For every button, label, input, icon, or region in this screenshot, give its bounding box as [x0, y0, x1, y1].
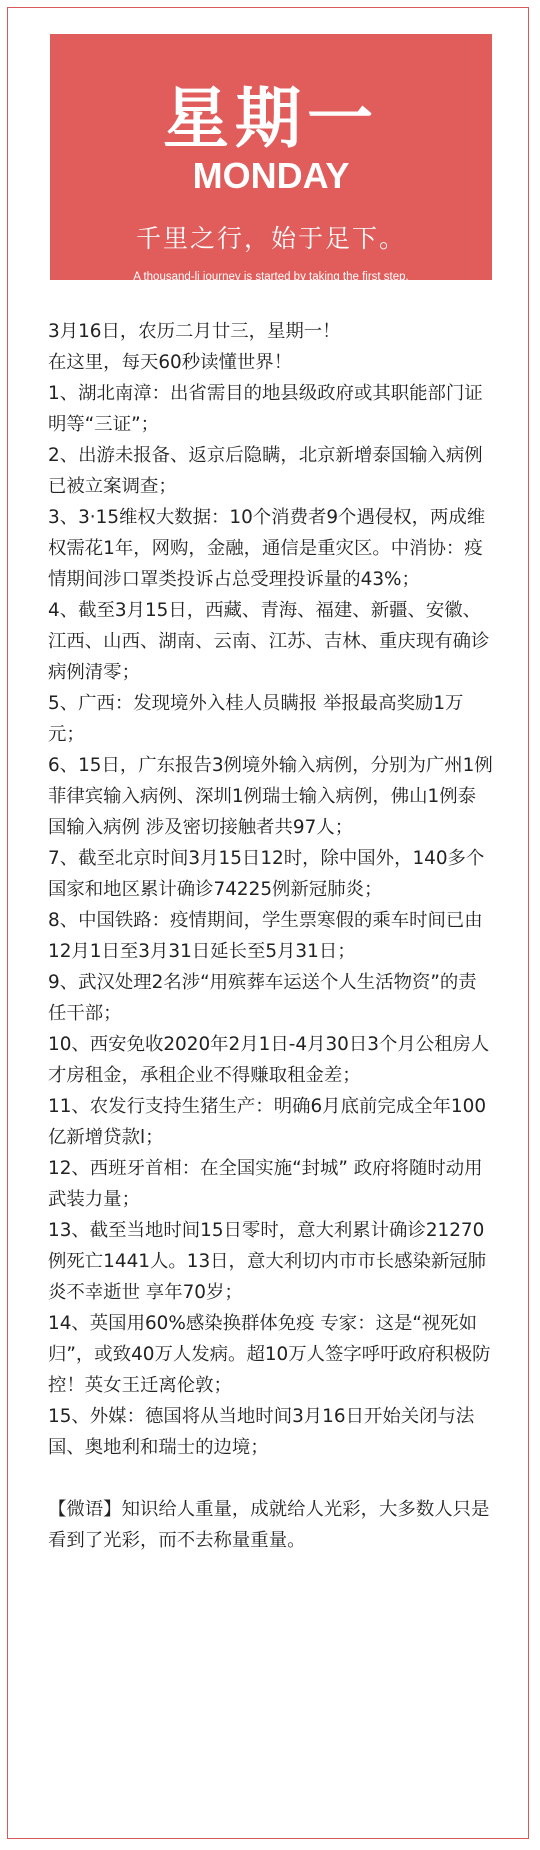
day-banner [50, 34, 492, 283]
news-item: 5、广西：发现境外入桂人员瞒报 举报最高奖励1万元； [48, 693, 464, 745]
motto-en: A thousand-li journey is started by taking the first step. [133, 271, 409, 283]
weekday-title-en: MONDAY [192, 155, 350, 196]
news-item: 9、武汉处理2名涉“用殡葬车运送个人生活物资”的责任干部； [48, 972, 477, 1024]
news-item: 13、截至当地时间15日零时，意大利累计确诊21270例死亡1441人。13日，意大利切内市市长感染新冠肺炎不幸逝世 享年70岁； [48, 1220, 487, 1303]
news-item: 8、中国铁路：疫情期间，学生票寒假的乘车时间已由12月1日至3月31日延长至5月31日； [48, 910, 483, 962]
news-item: 10、西安免收2020年2月1日-4月30日3个月公租房人才房租金，承租企业不得赚取租金差； [48, 1034, 490, 1086]
news-item: 12、西班牙首相：在全国实施“封城” 政府将随时动用武装力量； [48, 1158, 483, 1210]
date-line: 3月16日，农历二月廿三，星期一！ [48, 321, 341, 342]
tagline: 在这里，每天60秒读懂世界！ [48, 352, 293, 373]
news-item: 7、截至北京时间3月15日12时，除中国外，140多个国家和地区累计确诊74225例新冠肺炎； [48, 848, 485, 900]
news-item: 1、湖北南漳：出省需目的地县级政府或其职能部门证明等“三证”； [48, 383, 483, 435]
news-item: 2、出游未报备、返京后隐瞒，北京新增泰国输入病例已被立案调查； [48, 445, 483, 497]
spacer [48, 1463, 493, 1494]
news-item: 15、外媒：德国将从当地时间3月16日开始关闭与法国、奥地利和瑞士的边境； [48, 1406, 475, 1458]
news-item: 11、农发行支持生猪生产：明确6月底前完成全年100亿新增贷款l； [48, 1096, 487, 1148]
motto-cn: 千里之行，始于足下。 [135, 224, 406, 253]
news-item: 6、15日，广东报告3例境外输入病例，分别为广州1例菲律宾输入病例、深圳1例瑞士输入病例，佛山1例泰国输入病例 涉及密切接触者共97人； [48, 755, 493, 838]
closing-quote: 【微语】知识给人重量，成就给人光彩，大多数人只是看到了光彩，而不去称量重量。 [48, 1499, 490, 1551]
news-item: 4、截至3月15日，西藏、青海、福建、新疆、安徽、江西、山西、湖南、云南、江苏、吉林、重庆现有确诊病例清零； [48, 600, 490, 683]
news-item: 3、3·15维权大数据：10个消费者9个遇侵权，两成维权需花1年，网购，金融，通信是重灾区。中消协：疫情期间涉口罩类投诉占总受理投诉量的43%； [48, 507, 486, 590]
news-item: 14、英国用60%感染换群体免疫 专家：这是“视死如归”，或致40万人发病。超10万人签字呼吁政府积极防控！英女王迁离伦敦； [48, 1313, 491, 1396]
weekday-title-cn: 星期一 [163, 80, 379, 157]
article-body [48, 316, 493, 1556]
